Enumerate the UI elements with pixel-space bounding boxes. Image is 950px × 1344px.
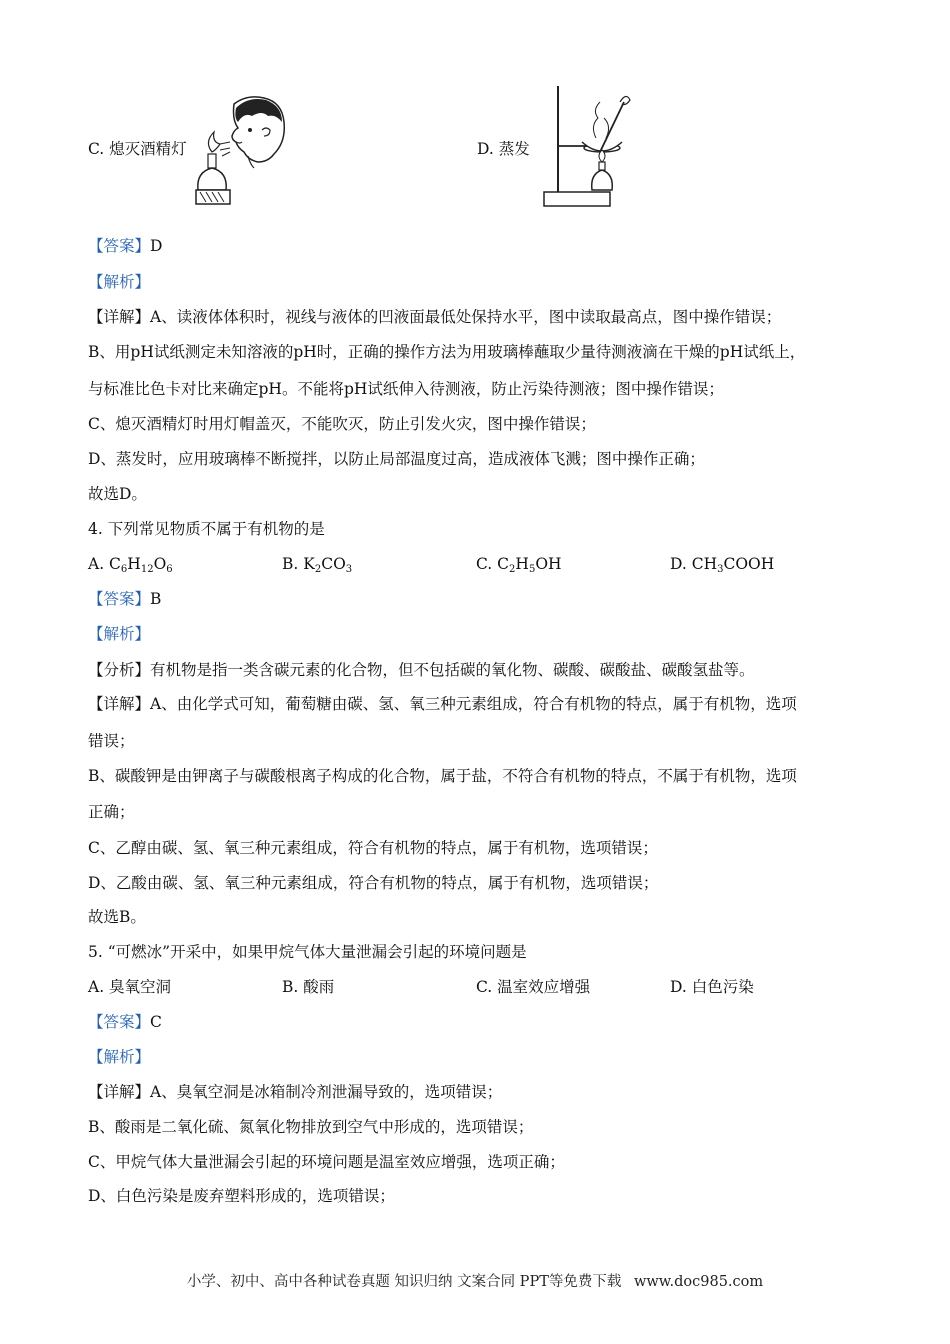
fenxi-tag: 【分析】 [88,661,151,679]
q4-option-d-text: D. CH [670,555,718,573]
q4-option-a-text: A. C [88,555,121,573]
q4-conclusion: 故选B。 [88,908,146,926]
subscript: 12 [140,564,154,575]
q5-option-a: A. 臭氧空洞 [88,978,172,996]
q4-detail-line-1 [88,694,797,714]
q5-answer: C [150,1013,162,1031]
subscript: 6 [166,564,173,575]
q5-option-b: B. 酸雨 [282,978,335,996]
subscript: 3 [717,564,724,575]
q4-fenxi-line [88,660,755,680]
q3-answer: D [150,237,163,255]
q4-detail-line-6: D、乙酸由碳、氢、氧三种元素组成，符合有机物的特点，属于有机物，选项错误； [88,874,659,892]
q4-answer: B [150,590,162,608]
q5-detail-line-2: B、酸雨是二氧化硫、氮氧化物排放到空气中形成的，选项错误； [88,1118,534,1136]
q4-detail-line-2: 错误； [88,732,135,750]
option-c-label: C. 熄灭酒精灯 [88,140,187,158]
evaporation-apparatus-illustration [540,82,632,210]
subscript: 3 [345,564,353,575]
q4-option-d-text: COOH [723,555,775,573]
q4-detail-line-4: 正确； [88,803,135,821]
q3-detail-line-2: B、用pH试纸测定未知溶液的pH时，正确的操作方法为用玻璃棒蘸取少量待测液滴在干燥的pH试纸上， [88,343,806,361]
q3-detail-line-5: D、蒸发时，应用玻璃棒不断搅拌，以防止局部温度过高，造成液体飞溅；图中操作正确； [88,450,705,468]
subscript: 2 [509,564,516,575]
blowing-out-lamp-illustration [192,92,302,214]
q5-option-d: D. 白色污染 [670,978,754,996]
q3-detail-line-1 [88,307,781,327]
answer-tag: 【答案】 [88,237,151,255]
q5-analysis-tag: 【解析】 [88,1048,151,1066]
subscript: 5 [528,564,536,575]
footer-text: 小学、初中、高中各种试卷真题 知识归纳 文案合同 PPT等免费下载 [186,1274,622,1290]
q4-option-c [476,554,562,574]
q4-answer-line [88,589,161,609]
q4-option-d [670,554,774,574]
footer-url[interactable]: www.doc985.com [633,1274,764,1290]
q4-detail-line-5: C、乙醇由碳、氢、氧三种元素组成，符合有机物的特点，属于有机物，选项错误； [88,839,658,857]
subscript: 6 [120,564,128,575]
q4-option-a-text: H [127,555,141,573]
q4-detail-line-3: B、碳酸钾是由钾离子与碳酸根离子构成的化合物，属于盐，不符合有机物的特点，不属于有机物，选项 [88,767,797,785]
q4-option-b-text: CO [321,555,346,573]
q4-analysis-tag: 【解析】 [88,625,151,643]
q4-option-b-text: B. K [282,555,315,573]
q3-analysis-tag: 【解析】 [88,273,151,291]
q4-option-c-text: H [515,555,529,573]
q4-question: 4. 下列常见物质不属于有机物的是 [88,520,325,538]
q5-answer-line [88,1012,162,1032]
q5-option-c: C. 温室效应增强 [476,978,591,996]
option-d-label: D. 蒸发 [477,140,530,158]
detail-tag: 【详解】 [88,1083,151,1101]
q5-detail-line-1 [88,1082,502,1102]
detail-tag: 【详解】 [88,695,151,713]
q4-option-c-text: OH [535,555,562,573]
answer-tag: 【答案】 [88,1013,151,1031]
q5-detail-line-3: C、甲烷气体大量泄漏会引起的环境问题是温室效应增强，选项正确； [88,1153,565,1171]
q4-fenxi-text: 有机物是指一类含碳元素的化合物，但不包括碳的氧化物、碳酸、碳酸盐、碳酸氢盐等。 [150,661,755,679]
q3-conclusion: 故选D。 [88,485,147,503]
detail-tag: 【详解】 [88,308,151,326]
q4-option-a [88,554,173,574]
q4-option-b [282,554,352,574]
subscript: 2 [314,564,322,575]
q3-detail-line-3: 与标准比色卡对比来确定pH。不能将pH试纸伸入待测液，防止污染待测液；图中操作错误； [88,380,724,398]
q4-detail-text-1: A、由化学式可知，葡萄糖由碳、氢、氧三种元素组成，符合有机物的特点，属于有机物，选项 [150,695,797,713]
q4-option-c-text: C. C [476,555,510,573]
q5-detail-text-1: A、臭氧空洞是冰箱制冷剂泄漏导致的，选项错误； [150,1083,503,1101]
q5-question: 5. “可燃冰”开采中，如果甲烷气体大量泄漏会引起的环境问题是 [88,943,527,961]
answer-tag: 【答案】 [88,590,151,608]
q3-detail-line-4: C、熄灭酒精灯时用灯帽盖灭，不能吹灭，防止引发火灾，图中操作错误； [88,415,596,433]
page-footer [0,1270,950,1291]
q3-answer-line [88,236,162,256]
q4-option-a-text: O [153,555,167,573]
q5-detail-line-4: D、白色污染是废弃塑料形成的，选项错误； [88,1187,395,1205]
q3-detail-text-1: A、读液体体积时，视线与液体的凹液面最低处保持水平，图中读取最高点，图中操作错误； [150,308,782,326]
